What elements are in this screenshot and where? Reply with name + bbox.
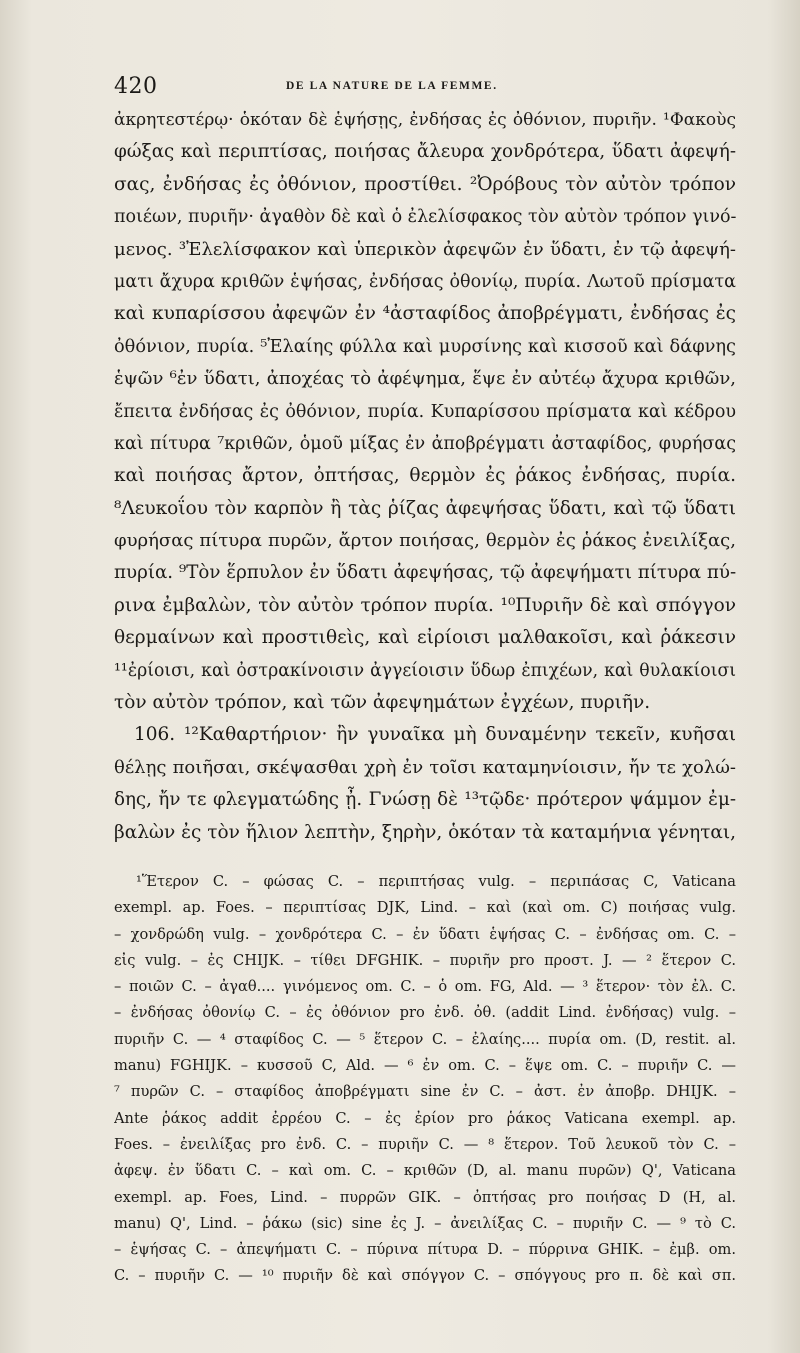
text-line: καὶ πίτυρα ⁷κριθῶν, ὁμοῦ μίξας ἐν ἀποβρέγματι ἀσταφίδος, φυρήσας — [114, 433, 736, 454]
footnotes — [114, 869, 736, 1290]
footnote-line: manu) Q', Lind. – ῥάκω (sic) sine ἐς J. – ἀνειλίξας C. – πυριῆν C. — ⁹ τὸ C. — [114, 1214, 736, 1232]
text-line: ⁸Λευκοΐου τὸν καρπὸν ἢ τὰς ῥίζας ἀφεψήσας ὕδατι, καὶ τῷ ὕδατι — [114, 497, 736, 519]
footnote-line: ¹Ἕτερον C. – φώσας C. – περιπτήσας vulg. – περιπάσας C, Vaticana — [136, 873, 736, 890]
text-line: βαλὼν ἐς τὸν ἥλιον λεπτὴν, ξηρὴν, ὁκόταν τὰ καταμήνια γένηται, — [114, 821, 736, 843]
text-line: μενος. ³Ἐλελίσφακον καὶ ὑπερικὸν ἀφεψῶν ἐν ὕδατι, ἐν τῷ ἀφεψή- — [114, 238, 736, 260]
text-line: καὶ ποιήσας ἄρτον, ὀπτήσας, θερμὸν ἐς ῥάκος ἐνδήσας, πυρία. — [114, 465, 736, 487]
text-line: θέλῃς ποιῆσαι, σκέψασθαι χρὴ ἐν τοῖσι καταμηνίοισιν, ἤν τε χολώ- — [114, 756, 736, 778]
text-line: ἔπειτα ἐνδήσας ἐς ὀθόνιον, πυρία. Κυπαρίσσου πρίσματα καὶ κέδρου — [114, 401, 736, 422]
footnote-line: exempl. ap. Foes, Lind. – πυρρῶν GIK. – ὀπτήσας pro ποιήσας D (H, al. — [114, 1188, 736, 1206]
footnote-line: πυριῆν C. — ⁴ σταφίδος C. — ⁵ ἕτερον C. – ἐλαίης.... πυρία om. (D, restit. al. — [114, 1030, 736, 1048]
text-line: καὶ κυπαρίσσου ἀφεψῶν ἐν ⁴ἀσταφίδος ἀποβρέγματι, ἐνδήσας ἐς — [114, 303, 736, 325]
text-line: ὀθόνιον, πυρία. ⁵Ἐλαίης φύλλα καὶ μυρσίνης καὶ κισσοῦ καὶ δάφνης — [114, 336, 736, 357]
text-line: ἑψῶν ⁶ἐν ὕδατι, ἀποχέας τὸ ἀφέψημα, ἕψε ἐν αὐτέῳ ἄχυρα κριθῶν, — [114, 368, 736, 390]
footnote-line: ⁷ πυρῶν C. – σταφίδος ἀποβρέγματι sine ἐν C. – ἀστ. ἐν ἀποβρ. DHIJK. – — [114, 1083, 736, 1101]
text-line: τὸν αὐτὸν τρόπον, καὶ τῶν ἀφεψημάτων ἐγχέων, πυριῆν. — [114, 692, 651, 714]
page-number: 420 — [114, 74, 158, 99]
footnote-line: C. – πυριῆν C. — ¹⁰ πυριῆν δὲ καὶ σπόγγον C. – σπόγγους pro π. δὲ καὶ σπ. — [114, 1267, 736, 1285]
text-line: πυρία. ⁹Τὸν ἕρπυλον ἐν ὕδατι ἀφεψήσας, τῷ ἀφεψήματι πίτυρα πύ- — [114, 562, 736, 584]
text-line: δης, ἤν τε φλεγματώδης ᾖ. Γνώσῃ δὲ ¹³τῷδε· πρότερον ψάμμον ἐμ- — [114, 789, 736, 811]
text-line: φώξας καὶ περιπτίσας, ποιήσας ἄλευρα χονδρότερα, ὕδατι ἀφεψή- — [114, 141, 736, 163]
text-line: ¹¹ἐρίοισι, καὶ ὀστρακίνοισιν ἀγγείοισιν ὕδωρ ἐπιχέων, καὶ θυλακίοισι — [114, 660, 736, 681]
footnote-line: – χονδρώδη vulg. – χονδρότερα C. – ἐν ὕδατι ἑψήσας C. – ἐνδήσας om. C. – — [114, 925, 736, 943]
text-line: σας, ἐνδήσας ἐς ὀθόνιον, προστίθει. ²Ὀρόβους τὸν αὐτὸν τρόπον — [114, 173, 736, 195]
footnote-line: Ante ῥάκος addit ἐρρέου C. – ἐς ἐρίον pro ῥάκος Vaticana exempl. ap. — [114, 1109, 736, 1127]
footnote-line: – ἐνδήσας ὀθονίῳ C. – ἐς ὀθόνιον pro ἐνδ. ὀθ. (addit Lind. ἐνδήσας) vulg. – — [114, 1004, 736, 1022]
main-text — [114, 104, 736, 849]
text-line: ματι ἄχυρα κριθῶν ἑψήσας, ἐνδήσας ὀθονίῳ, πυρία. Λωτοῦ πρίσματα — [114, 271, 736, 292]
footnote-line: – ἑψήσας C. – ἀπεψήματι C. – πύρινα πίτυρα D. – πύρρινα GHIK. – ἐμβ. om. — [114, 1241, 736, 1259]
footnote-line: εἰς vulg. – ἐς CHIJK. – τίθει DFGHIK. – πυριῆν pro προστ. J. — ² ἕτερον C. — [114, 951, 736, 969]
footnote-line: manu) FGHIJK. – κυσσοῦ C, Ald. — ⁶ ἐν om. C. – ἕψε om. C. – πυριῆν C. — — [114, 1057, 736, 1075]
text-line: θερμαίνων καὶ προστιθεὶς, καὶ εἰρίοισι μαλθακοῖσι, καὶ ῥάκεσιν — [114, 627, 736, 649]
text-line: ἀκρητεστέρῳ· ὁκόταν δὲ ἑψήσῃς, ἐνδήσας ἐς ὀθόνιον, πυριῆν. ¹Φακοὺς — [114, 110, 736, 130]
footnote-line: exempl. ap. Foes. – περιπτίσας DJK, Lind. – καὶ (καὶ om. C) ποιήσας vulg. — [114, 899, 736, 917]
footnote-line: ἀφεψ. ἐν ὕδατι C. – καὶ om. C. – κριθῶν (D, al. manu πυρῶν) Q', Vaticana — [114, 1162, 736, 1180]
footnote-line: Foes. – ἐνειλίξας pro ἐνδ. C. – πυριῆν C. — ⁸ ἕτερον. Τοῦ λευκοῦ τὸν C. – — [114, 1135, 736, 1153]
text-line: ποιέων, πυριῆν· ἀγαθὸν δὲ καὶ ὁ ἐλελίσφακος τὸν αὐτὸν τρόπον γινό- — [114, 207, 736, 228]
running-head: DE LA NATURE DE LA FEMME. — [286, 80, 498, 92]
page-header — [114, 72, 734, 104]
text-line: ρινα ἐμβαλὼν, τὸν αὐτὸν τρόπον πυρία. ¹⁰Πυριῆν δὲ καὶ σπόγγον — [114, 594, 736, 616]
section-106-start: 106. ¹²Καθαρτήριον· ἢν γυναῖκα μὴ δυναμένην τεκεῖν, κυῆσαι — [134, 724, 736, 746]
text-line: φυρήσας πίτυρα πυρῶν, ἄρτον ποιήσας, θερμὸν ἐς ῥάκος ἐνειλίξας, — [114, 530, 736, 552]
footnote-line: – ποιῶν C. – ἀγαθ.... γινόμενος om. C. – ὁ om. FG, Ald. — ³ ἕτερον· τὸν ἐλ. C. — [114, 978, 736, 996]
